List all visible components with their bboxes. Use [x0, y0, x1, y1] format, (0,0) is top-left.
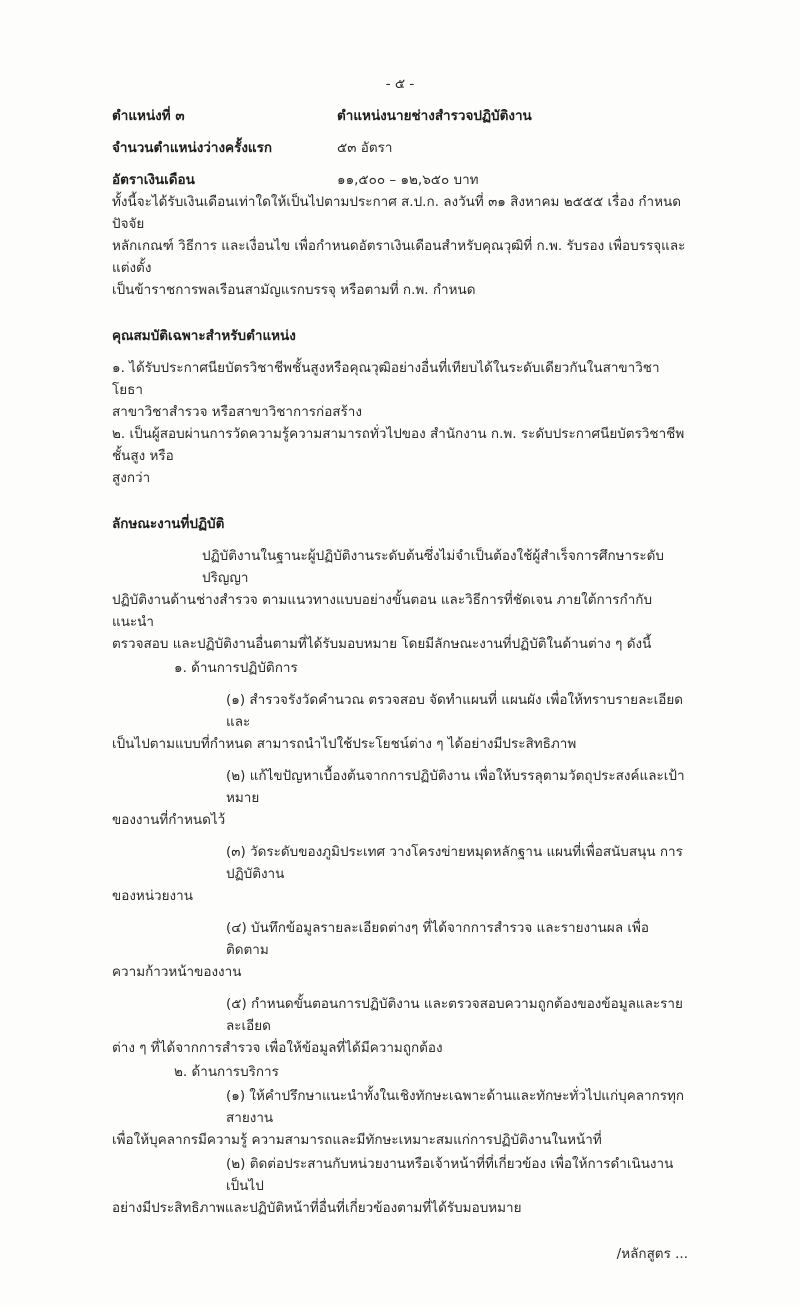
duties-intro-line: ปฏิบัติงานในฐานะผู้ปฏิบัติงานระดับต้นซึ่งไม่จำเป็นต้องใช้ผู้สำเร็จการศึกษาระดับปริญญา: [202, 548, 664, 586]
duty-item: (๒) แก้ไขปัญหาเบื้องต้นจากการปฏิบัติงาน เพื่อให้บรรลุตามวัตถุประสงค์และเป้าหมาย: [226, 768, 685, 806]
salary-row: [112, 169, 688, 191]
duty-item: (๓) วัดระดับของภูมิประเทศ วางโครงข่ายหมุดหลักฐาน แผนที่เพื่อสนับสนุน การปฏิบัติงาน: [226, 844, 683, 882]
vacancy-row: [112, 137, 688, 159]
duties-intro-line: ปฏิบัติงานด้านช่างสำรวจ ตามแนวทางแบบอย่างขั้นตอน และวิธีการที่ชัดเจน ภายใต้การกำกับ แนะนำ: [112, 592, 653, 630]
duty-item: (๒) ติดต่อประสานกับหน่วยงานหรือเจ้าหน้าที่ที่เกี่ยวข้อง เพื่อให้การดำเนินงานเป็นไป: [226, 1156, 674, 1194]
duty-item: (๑) สำรวจรังวัดคำนวณ ตรวจสอบ จัดทำแผนที่ แผนผัง เพื่อให้ทราบรายละเอียดและ: [226, 692, 683, 730]
salary-value: ๑๑,๕๐๐ – ๑๒,๖๕๐ บาท: [337, 172, 479, 188]
qualifications-heading: คุณสมบัติเฉพาะสำหรับตำแหน่ง: [112, 328, 296, 344]
duty-item-cont: เพื่อให้บุคลากรมีความรู้ ความสามารถและมีทักษะเหมาะสมแก่การปฏิบัติงานในหน้าที่: [112, 1132, 602, 1148]
salary-label: อัตราเงินเดือน: [112, 172, 195, 188]
qualification-line: สูงกว่า: [112, 470, 151, 486]
salary-note-line: ทั้งนี้จะได้รับเงินเดือนเท่าใดให้เป็นไปตามประกาศ ส.ป.ก. ลงวันที่ ๓๑ สิงหาคม ๒๕๕๕ เรื่อง กำหนดปัจจัย: [112, 194, 682, 232]
page-number: - ๕ -: [385, 76, 415, 92]
duty-item: (๔) บันทึกข้อมูลรายละเอียดต่างๆ ที่ได้จากการสำรวจ และรายงานผล เพื่อติดตาม: [226, 920, 650, 958]
duty-item-cont: ต่าง ๆ ที่ได้จากการสำรวจ เพื่อให้ข้อมูลที่ได้มีความถูกต้อง: [112, 1040, 443, 1056]
continuation-note: /หลักสูตร ...: [616, 1246, 688, 1262]
salary-note-line: เป็นข้าราชการพลเรือนสามัญแรกบรรจุ หรือตามที่ ก.พ. กำหนด: [112, 282, 476, 298]
duty-item-cont: อย่างมีประสิทธิภาพและปฏิบัติหน้าที่อื่นที่เกี่ยวข้องตามที่ได้รับมอบหมาย: [112, 1200, 522, 1216]
duties-intro-line: ตรวจสอบ และปฏิบัติงานอื่นตามที่ได้รับมอบหมาย โดยมีลักษณะงานที่ปฏิบัติในด้านต่าง ๆ ดังนี้: [112, 636, 652, 652]
vacancy-value: ๕๓ อัตรา: [337, 140, 393, 156]
qualification-line: ๒. เป็นผู้สอบผ่านการวัดความรู้ความสามารถทั่วไปของ สำนักงาน ก.พ. ระดับประกาศนียบัตรวิชาชีพชั้นสูง หรือ: [112, 426, 685, 464]
duties-heading: ลักษณะงานที่ปฏิบัติ: [112, 516, 225, 532]
section-services-title: ๒. ด้านการบริการ: [174, 1064, 279, 1080]
duty-item-cont: ของหน่วยงาน: [112, 888, 193, 904]
duty-item: (๑) ให้คำปรึกษาแนะนำทั้งในเชิงทักษะเฉพาะด้านและทักษะทั่วไปแก่บุคลากรทุกสายงาน: [226, 1088, 685, 1126]
position-title: ตำแหน่งนายช่างสำรวจปฏิบัติงาน: [337, 108, 532, 124]
duty-item-cont: ความก้าวหน้าของงาน: [112, 964, 242, 980]
section-operations-title: ๑. ด้านการปฏิบัติการ: [174, 660, 298, 676]
duty-item: (๕) กำหนดขั้นตอนการปฏิบัติงาน และตรวจสอบความถูกต้องของข้อมูลและรายละเอียด: [226, 996, 683, 1034]
qualification-line: สาขาวิชาสำรวจ หรือสาขาวิชาการก่อสร้าง: [112, 404, 362, 420]
duty-item-cont: ของงานที่กำหนดไว้: [112, 812, 226, 828]
position-row: [112, 105, 688, 127]
position-label: ตำแหน่งที่ ๓: [112, 108, 185, 124]
qualification-line: ๑. ได้รับประกาศนียบัตรวิชาชีพชั้นสูงหรือคุณวุฒิอย่างอื่นที่เทียบได้ในระดับเดียวกันในสาขาวิชาโยธา: [112, 360, 660, 398]
vacancy-label: จำนวนตำแหน่งว่างครั้งแรก: [112, 140, 273, 156]
salary-note-line: หลักเกณฑ์ วิธีการ และเงื่อนไข เพื่อกำหนดอัตราเงินเดือนสำหรับคุณวุฒิที่ ก.พ. รับรอง เพื่อบรรจุและแต่งตั้ง: [112, 238, 686, 276]
duty-item-cont: เป็นไปตามแบบที่กำหนด สามารถนำไปใช้ประโยชน์ต่าง ๆ ได้อย่างมีประสิทธิภาพ: [112, 736, 577, 752]
